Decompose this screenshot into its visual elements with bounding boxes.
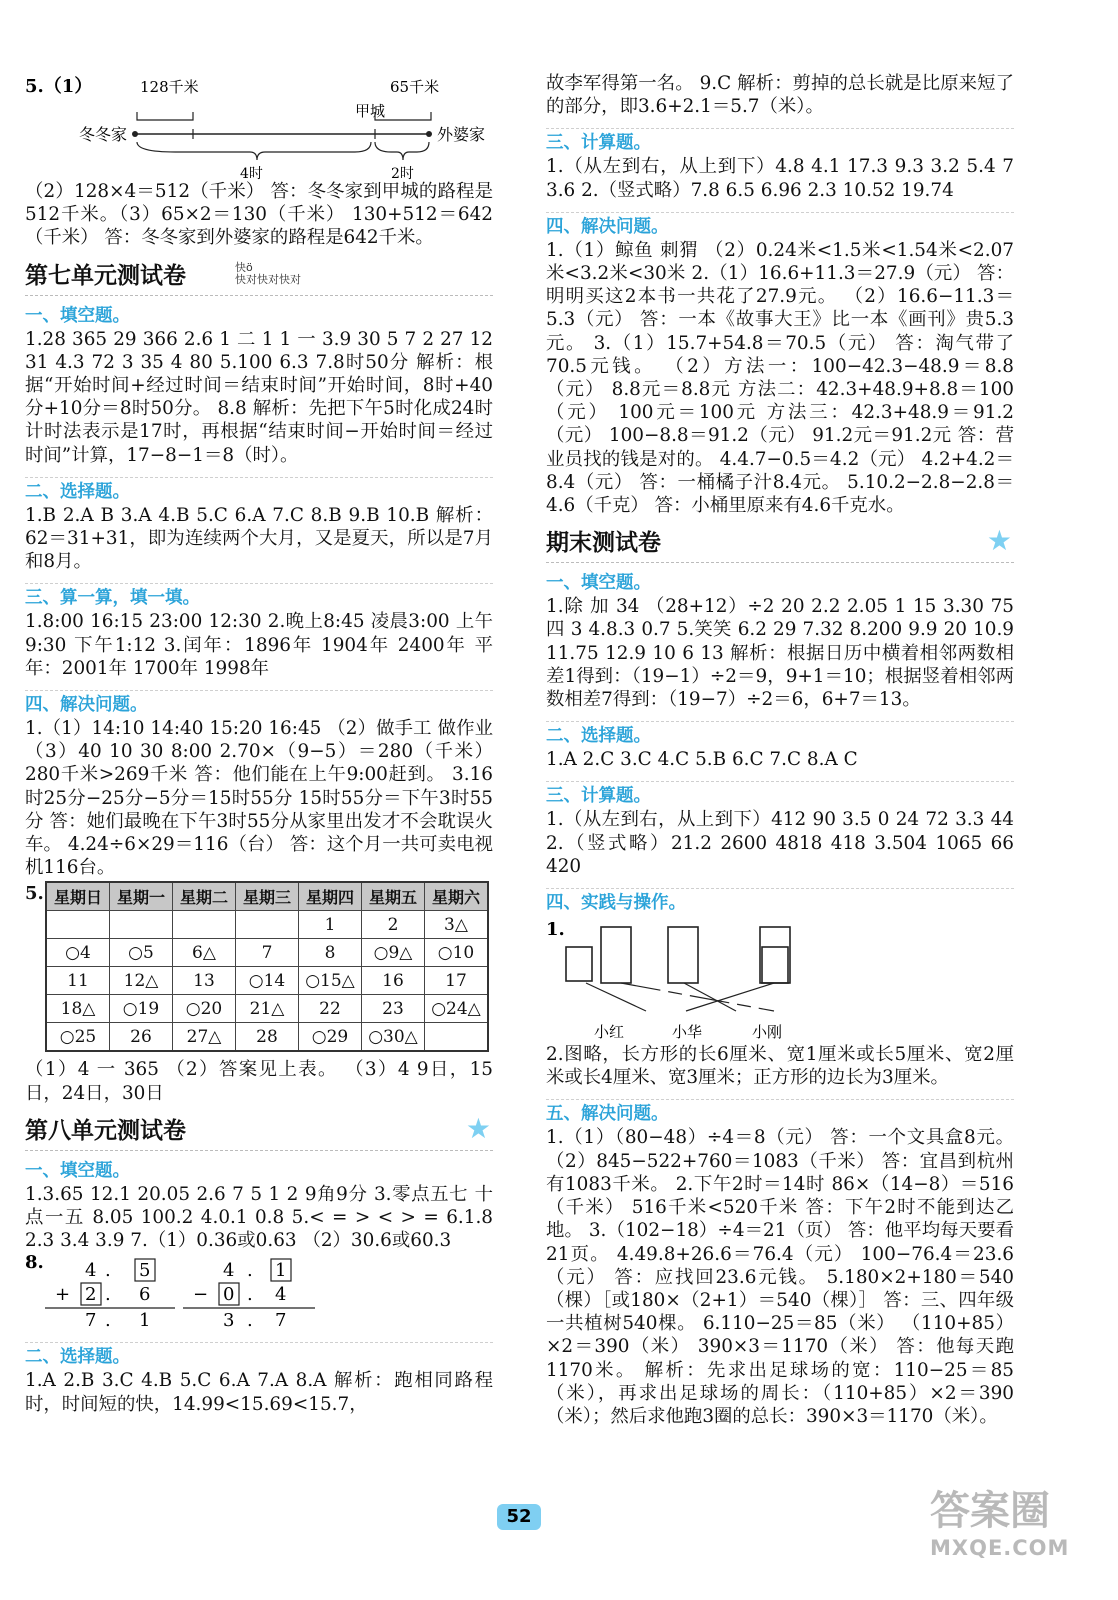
calendar-header-row	[46, 882, 488, 911]
cal-header: 星期六	[425, 882, 489, 911]
calendar-row	[46, 995, 488, 1023]
svg-text:4: 4	[223, 1260, 235, 1282]
cal-cell: 22	[299, 995, 362, 1023]
shape-xiaohua	[668, 927, 698, 983]
left-column	[25, 72, 493, 1416]
label-xiaohua: 小华	[672, 1023, 703, 1042]
cal-cell	[110, 911, 173, 939]
label-jiacheng: 甲城	[355, 102, 386, 120]
svg-text:.: .	[105, 1310, 111, 1332]
cal-cell: 12△	[110, 967, 173, 995]
svg-text:2: 2	[85, 1284, 97, 1306]
r-section4-title: 四、解决问题。	[546, 212, 1014, 239]
label-home: 冬冬家	[79, 125, 128, 144]
svg-text:1: 1	[139, 1310, 151, 1332]
cal-cell: 26	[110, 1023, 173, 1052]
cal-cell: ○5	[110, 939, 173, 967]
cal-cell: 28	[236, 1023, 299, 1052]
label-xiaohong: 小红	[594, 1023, 625, 1042]
svg-text:6: 6	[139, 1284, 151, 1306]
u7-section2-title: 二、选择题。	[25, 477, 493, 504]
svg-text:5: 5	[139, 1260, 151, 1282]
cal-cell: 23	[362, 995, 425, 1023]
svg-text:−: −	[193, 1284, 209, 1306]
star-icon: ★	[465, 1111, 491, 1145]
view-shapes-diagram	[546, 915, 1014, 1043]
calendar-row	[46, 911, 488, 939]
svg-text:1: 1	[275, 1260, 287, 1282]
cal-cell: ○30△	[362, 1023, 425, 1052]
u8-section1-text: 1.3.65 12.1 20.05 2.6 7 5 1 2 9角9分 3.零点五七 十点一五 8.05 100.2 4.0.1 0.8 5.< = > < > = 6.1.8 2.3 3.4 3.9 7.（1）0.36或0.63 （2）30.6或60.3	[25, 1183, 493, 1252]
cal-cell: 6△	[173, 939, 236, 967]
cal-header: 星期五	[362, 882, 425, 911]
calendar-row	[46, 1023, 488, 1052]
cal-cell: 2	[362, 911, 425, 939]
cal-cell: 18△	[46, 995, 110, 1023]
handwriting-scribble: 快ö 快对快对快对	[235, 260, 301, 286]
unit8-title: 第八单元测试卷	[25, 1117, 186, 1144]
cal-cell: ○25	[46, 1023, 110, 1052]
cal-cell: 27△	[173, 1023, 236, 1052]
watermark-logo: 答案圈 MXQE.COM	[930, 1488, 1070, 1560]
cal-cell: 21△	[236, 995, 299, 1023]
shape-1	[601, 927, 631, 983]
unit7-title: 第七单元测试卷	[25, 262, 186, 289]
unit7-heading	[25, 254, 493, 298]
cal-header: 星期三	[236, 882, 299, 911]
q5-answer: （2）128×4＝512（千米） 答：冬冬家到甲城的路程是512千米。（3）65×2＝130（千米） 130+512＝642（千米） 答：冬冬家到外婆家的路程是642千米。	[25, 181, 493, 249]
svg-text:7: 7	[275, 1310, 287, 1332]
calendar-row	[46, 939, 488, 967]
distance-diagram	[25, 72, 493, 180]
cal-cell: ○14	[236, 967, 299, 995]
label-xiaogang: 小刚	[752, 1023, 783, 1042]
label-grandma: 外婆家	[437, 125, 486, 144]
f-section2-text: 1.A 2.C 3.C 4.C 5.B 6.C 7.C 8.A C	[546, 749, 858, 771]
cal-header: 星期二	[173, 882, 236, 911]
brace-128	[137, 112, 193, 120]
cal-header: 星期一	[110, 882, 173, 911]
svg-text:.: .	[247, 1310, 253, 1332]
cal-cell: 11	[46, 967, 110, 995]
calendar-table	[45, 881, 489, 1052]
u8-section2-title: 二、选择题。	[25, 1342, 493, 1369]
svg-text:.: .	[105, 1260, 111, 1282]
star-icon: ★	[986, 524, 1012, 558]
f-section2-title: 二、选择题。	[546, 721, 1014, 748]
r-section3-text: 1.（从左到右，从上到下）4.8 4.1 17.3 9.3 3.2 5.4 7 3.6 2.（竖式略）7.8 6.5 6.96 2.3 10.52 19.74	[546, 156, 1014, 201]
label-2h: 2时	[391, 166, 414, 180]
cal-header: 星期日	[46, 882, 110, 911]
f-section4-text: 2.图略，长方形的长6厘米、宽1厘米或长5厘米、宽2厘米或长4厘米、宽3厘米；正方形的边长为3厘米。	[546, 1044, 1014, 1089]
svg-text:3: 3	[223, 1310, 235, 1332]
right-column	[546, 72, 1014, 1428]
label-4h: 4时	[240, 166, 263, 180]
cal-cell: ○4	[46, 939, 110, 967]
f-section1-title: 一、填空题。	[546, 573, 651, 594]
u7-section2-text: 1.B 2.A B 3.A 4.B 5.C 6.A 7.C 8.B 9.B 10.B 解析：62＝31+31，即为连续两个大月，又是夏天，所以是7月和8月。	[25, 504, 493, 573]
svg-text:4: 4	[275, 1284, 287, 1306]
brace-2h	[375, 142, 429, 160]
svg-text:.: .	[247, 1284, 253, 1306]
calendar-row	[46, 967, 488, 995]
f-section3-title: 三、计算题。	[546, 781, 1014, 808]
shape-xiaogang	[760, 927, 790, 983]
u7-section1-text: 1.28 365 29 366 2.6 1 二 1 1 一 3.9 30 5 7 2 27 12 31 4.3 72 3 35 4 80 5.100 6.3 7.8时50分 解析：根据“开始时间+经过时间＝结束时间”开始时间，8时+40分+10分＝8时50分。 8.8 解析：先把下午5时化成24时计时法表示是17时，再根据“结束时间−开始时间＝经过时间”计算，17−8−1＝8（时）。	[25, 328, 493, 466]
unit8-heading	[25, 1109, 493, 1153]
vertical-calc-diagram	[25, 1252, 493, 1332]
u7-section1-title: 一、填空题。	[25, 305, 130, 326]
cal-cell: 7	[236, 939, 299, 967]
label-128km: 128千米	[140, 78, 199, 96]
u7-section4-title: 四、解决问题。	[25, 690, 493, 717]
home-dot	[132, 131, 138, 137]
cal-cell: 16	[362, 967, 425, 995]
final-heading	[546, 521, 1014, 565]
cal-cell	[46, 911, 110, 939]
u8-section2-text: 1.A 2.B 3.C 4.B 5.C 6.A 7.A 8.A 解析：跑相同路程时，时间短的快，14.99<15.69<15.7，	[25, 1370, 493, 1415]
page-number: 52	[497, 1504, 541, 1530]
label-65km: 65千米	[390, 78, 440, 96]
f-section5-title: 五、解决问题。	[546, 1099, 1014, 1126]
cal-cell: ○19	[110, 995, 173, 1023]
calendar-answer: （1）4 一 365 （2）答案见上表。 （3）4 9日，15日，24日，30日	[25, 1059, 493, 1104]
u8-section1-title: 一、填空题。	[25, 1160, 130, 1181]
cal-cell: ○20	[173, 995, 236, 1023]
grandma-dot	[426, 131, 432, 137]
cal-label: 5.	[25, 883, 44, 905]
svg-text:.: .	[105, 1284, 111, 1306]
cal-cell: 3△	[425, 911, 489, 939]
cal-cell: ○24△	[425, 995, 489, 1023]
cal-cell: 13	[173, 967, 236, 995]
cal-cell: ○10	[425, 939, 489, 967]
f-section1-text: 1.除 加 34 （28+12）÷2 20 2.2 2.05 1 15 3.30 75 四 3 4.8.3 0.7 5.笑笑 6.2 29 7.32 8.200 9.9 20 10.9 11.75 12.9 10 6 13 解析：根据日历中横着相邻两数相差1得到：（19−1）÷2＝9，9+1＝10；根据竖着相邻两数相差7得到：（19−7）÷2＝6，6+7＝13。	[546, 596, 1014, 711]
svg-text:4: 4	[85, 1260, 97, 1282]
f-section4-title: 四、实践与操作。	[546, 888, 1014, 915]
q5-label: 5.（1）	[25, 76, 93, 97]
svg-text:7: 7	[85, 1310, 97, 1332]
svg-text:0: 0	[223, 1284, 235, 1306]
cal-cell: 8	[299, 939, 362, 967]
cal-cell: ○29	[299, 1023, 362, 1052]
continued-text: 故李军得第一名。 9.C 解析：剪掉的总长就是比原来短了的部分，即3.6+2.1＝5.7（米）。	[546, 73, 1014, 118]
svg-text:8.: 8.	[25, 1252, 44, 1274]
svg-text:.: .	[247, 1260, 253, 1282]
calendar-block	[25, 881, 493, 1052]
cal-cell	[236, 911, 299, 939]
svg-text:+: +	[55, 1284, 71, 1306]
u7-section4-text: 1.（1）14:10 14:40 15:20 16:45 （2）做手工 做作业 （3）40 10 30 8:00 2.70×（9−5）＝280（千米） 280千米>269千米 答：他们能在上午9:00赶到。 3.16时25分−25分−5分＝15时55分 15时55分＝下午3时55分 答：她们最晚在下午3时55分从家里出发才不会耽误火车。 4.24÷6×29＝116（台） 答：这个月一共可卖电视机116台。	[25, 718, 493, 879]
f-section3-text: 1.（从左到右，从上到下）412 90 3.5 0 24 72 3.3 44 2.（竖式略）21.2 2600 4818 418 3.504 1065 66 420	[546, 809, 1014, 877]
cal-cell: ○15△	[299, 967, 362, 995]
f-section5-text: 1.（1）（80−48）÷4＝8（元） 答：一个文具盒8元。 （2）845−522+760＝1083（千米） 答：宜昌到杭州有1083千米。 2.下午2时＝14时 86×（14−8）＝516（千米） 516千米<520千米 答：下午2时不能到达乙地。 3.（102−18）÷4＝21（页） 答：他平均每天要看21页。 4.49.8+26.6＝76.4（元） 100−76.4＝23.6（元） 答：应找回23.6元钱。 5.180×2+180＝540（棵）［或180×（2+1）＝540（棵）］ 答：三、四年级一共植树540棵。 6.110−25＝85（米） （110+85）×2＝390（米） 390×3＝1170（米） 答：他每天跑1170米。 解析：先求出足球场的宽：110−25＝85（米），再求出足球场的周长：（110+85）×2＝390（米）；然后求他跑3圈的总长：390×3＝1170（米）。	[546, 1127, 1014, 1427]
u7-section3-text: 1.8:00 16:15 23:00 12:30 2.晚上8:45 凌晨3:00 上午9:30 下午1:12 3.闰年：1896年 1904年 2400年 平年：2001年 1700年 1998年	[25, 611, 493, 679]
cal-cell: ○9△	[362, 939, 425, 967]
shape-xiaohong	[566, 947, 592, 981]
cal-cell	[425, 1023, 489, 1052]
cal-cell: 17	[425, 967, 489, 995]
brace-4h	[137, 142, 371, 160]
cal-header: 星期四	[299, 882, 362, 911]
u7-section3-title: 三、算一算，填一填。	[25, 583, 493, 610]
cal-cell	[173, 911, 236, 939]
cal-cell: 1	[299, 911, 362, 939]
r-section3-title: 三、计算题。	[546, 128, 1014, 155]
r-section4-text: 1.（1）鲸鱼 刺猬 （2）0.24米<1.5米<1.54米<2.07米<3.2米<30米 2.（1）16.6+11.3＝27.9（元） 答：明明买这2本书一共花了27.9元。 （2）16.6−11.3＝5.3（元） 答：一本《故事大王》比一本《画刊》贵5.3元。 3.（1）15.7+54.8＝70.5（元） 答：淘气带了70.5元钱。 （2）方法一：100−42.3−48.9＝8.8（元） 8.8元＝8.8元 方法二：42.3+48.9+8.8＝100（元） 100元＝100元 方法三：42.3+48.9＝91.2（元） 100−8.8＝91.2（元） 91.2元＝91.2元 答：营业员找的钱是对的。 4.4.7−0.5＝4.2（元） 4.2+4.2＝8.4（元） 答：一桶橘子汁8.4元。 5.10.2−2.8−2.8＝4.6（千克） 答：小桶里原来有4.6千克水。	[546, 239, 1014, 517]
final-title: 期末测试卷	[546, 530, 661, 557]
svg-text:1.: 1.	[546, 919, 565, 941]
